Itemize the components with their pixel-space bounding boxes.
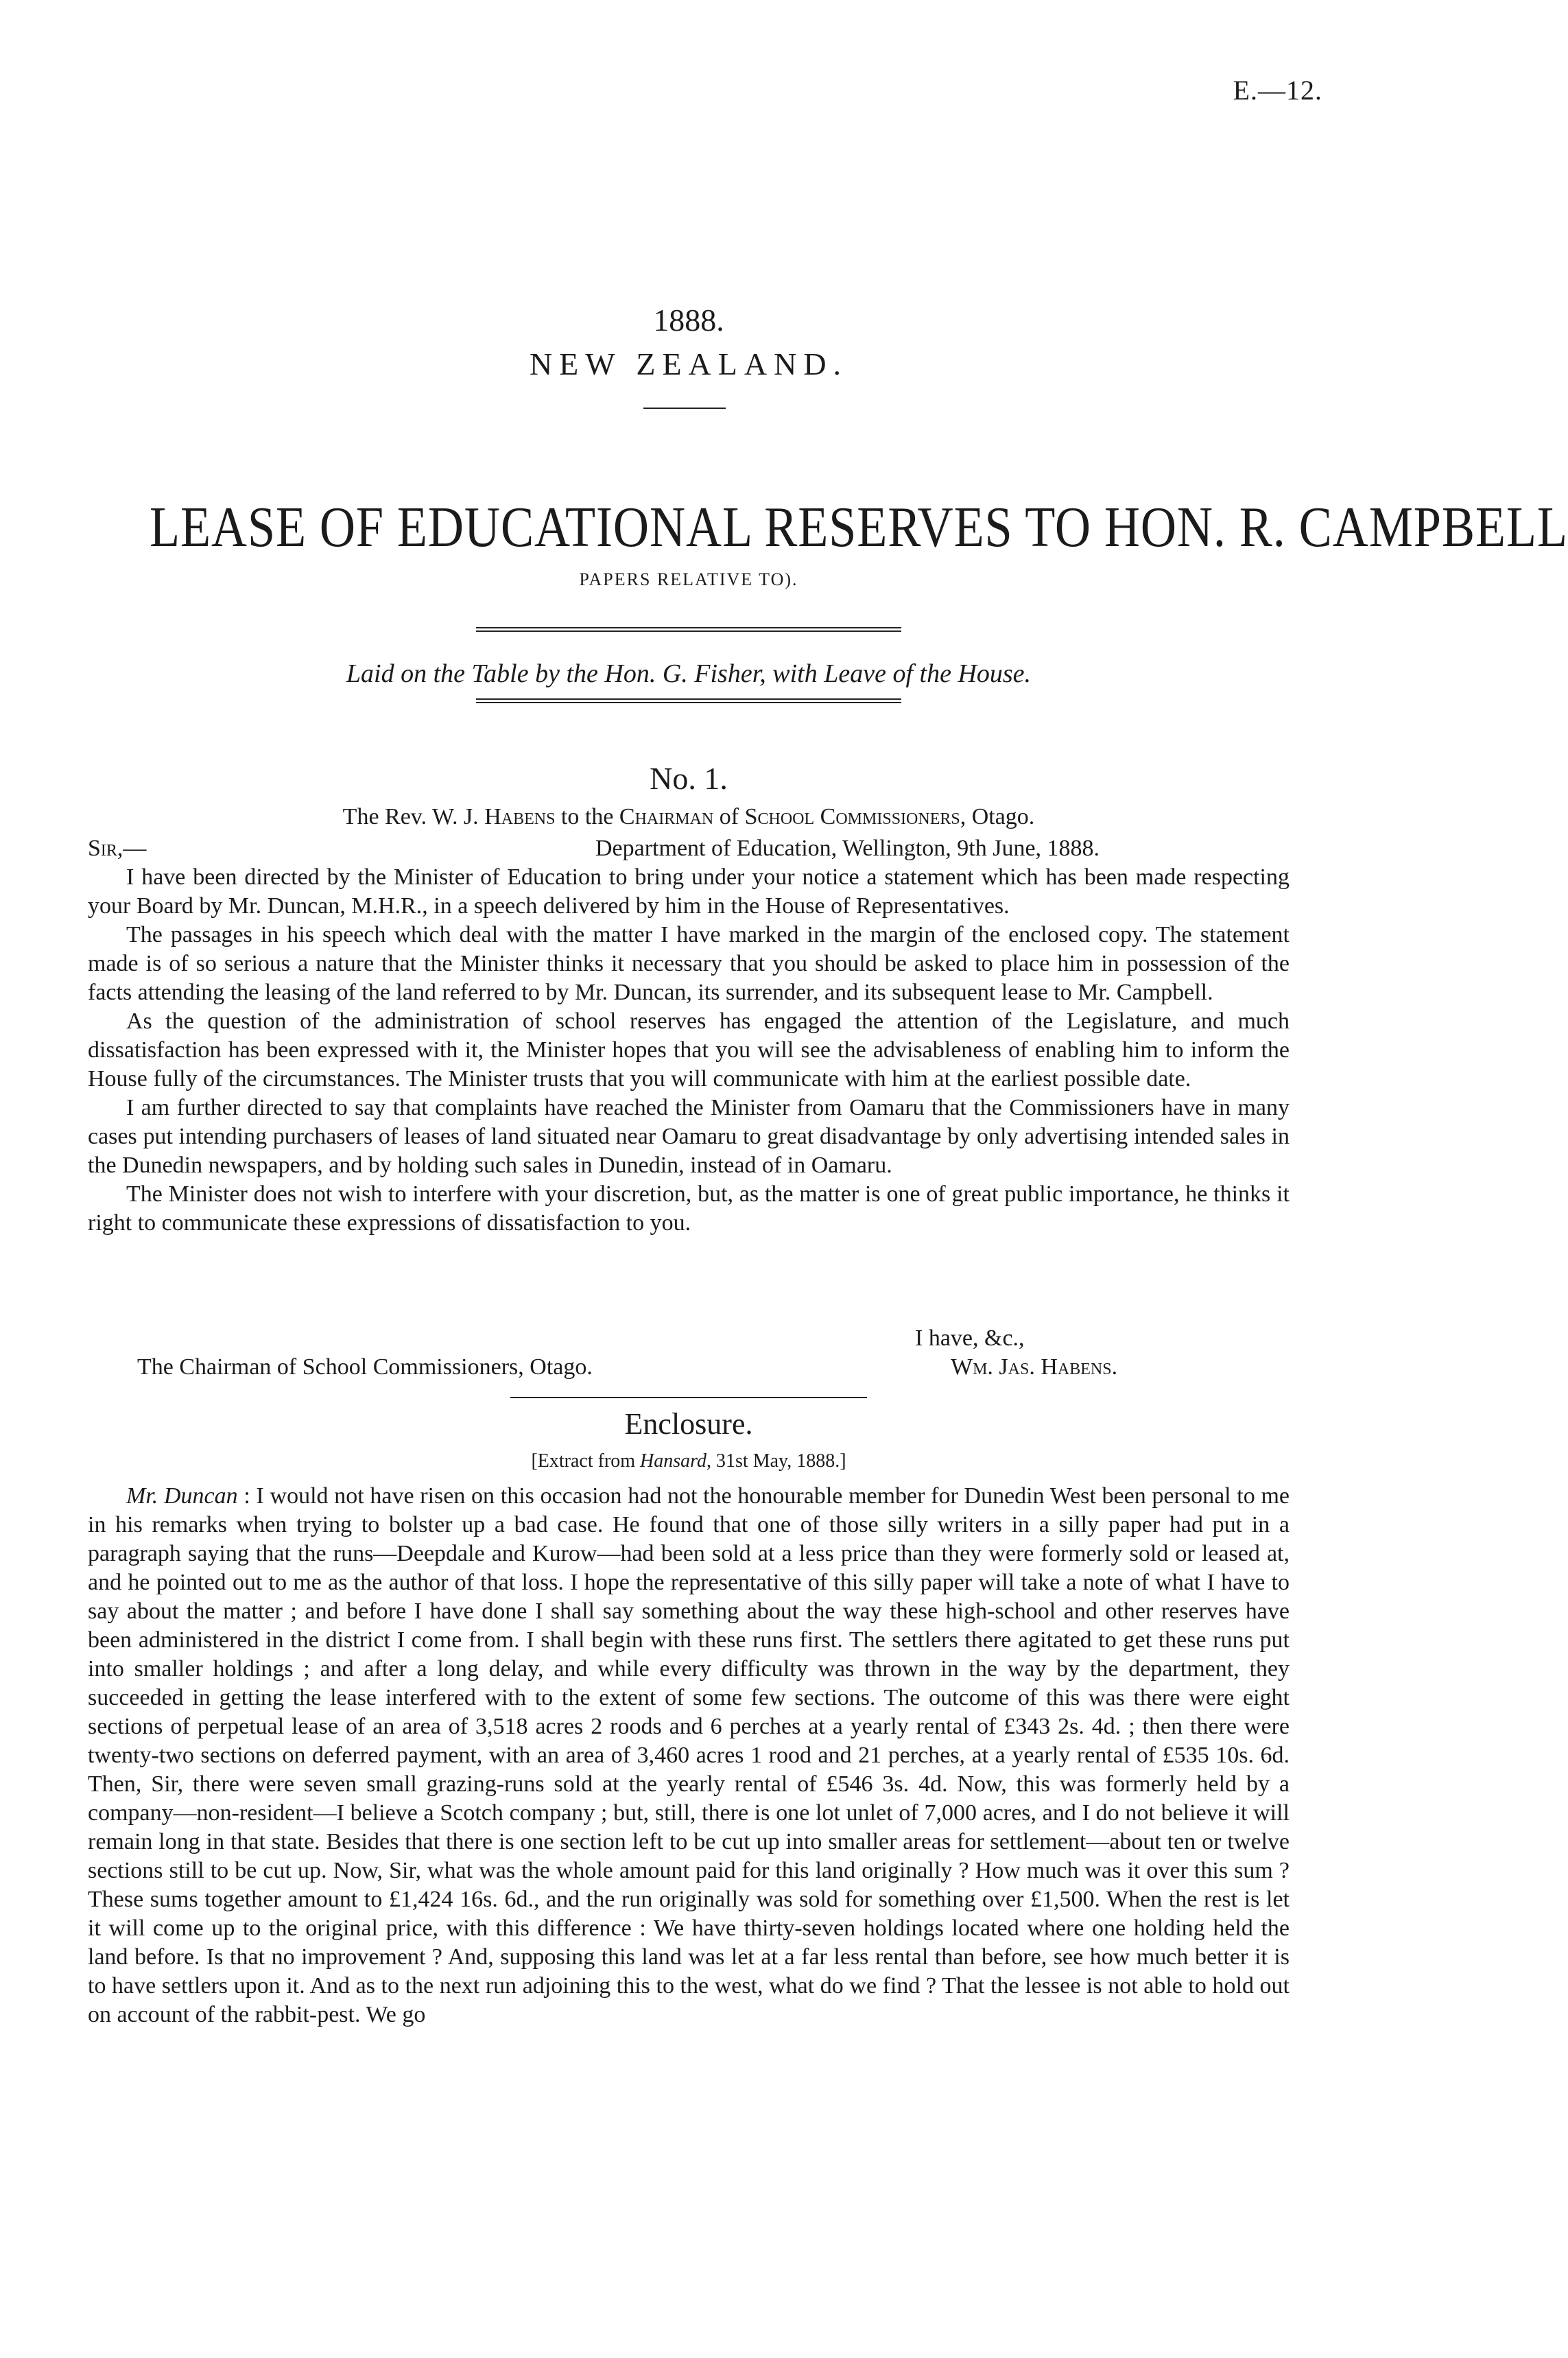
year: 1888. — [653, 303, 724, 338]
extract-source: [Extract from Hansard, 31st May, 1888.] — [531, 1450, 846, 1472]
country-heading: NEW ZEALAND. — [529, 346, 848, 381]
letter-body — [88, 863, 1290, 1238]
divider — [476, 627, 901, 632]
signature: Wm. Jas. Habens. — [951, 1354, 1118, 1380]
divider — [476, 698, 901, 703]
dateline: Department of Education, Wellington, 9th June, 1888. — [595, 836, 1100, 861]
enclosure-body — [88, 1482, 1290, 2029]
document-subtitle: PAPERS RELATIVE TO). — [579, 569, 798, 589]
paper-reference: E.—12. — [1233, 75, 1322, 106]
letter-paragraph: The Minister does not wish to interfere with your discretion, but, as the matter is one of great public importance, he thinks it right to communicate these expressions of dissatisfaction to you. — [88, 1181, 1290, 1236]
letter-paragraph: As the question of the administration of school reserves has engaged the attention of the Legislature, and much dissatisfaction has been expressed with it, the Minister hopes that you will see the advisableness of enabling him to inform the House fully of the circumstances. The Minister trusts that you will communicate with him at the earliest possible date. — [88, 1009, 1290, 1092]
letter-paragraph: The passages in his speech which deal with the matter I have marked in the margin of the enclosed copy. The statement made is of so serious a nature that the Minister thinks it necessary that you should be asked to place him in possession of the facts attending the leasing of the land referred to by Mr. Duncan, its surrender, and its subsequent lease to Mr. Campbell. — [88, 922, 1290, 1005]
divider — [510, 1397, 867, 1398]
letter-number: No. 1. — [650, 761, 728, 796]
enclosure-title: Enclosure. — [624, 1407, 753, 1441]
speaker: Mr. Duncan — [126, 1483, 238, 1509]
closing: I have, &c., — [915, 1325, 1025, 1351]
speech-paragraph: Mr. Duncan : I would not have risen on this occasion had not the honourable member for Dunedin West been personal to me in his remarks when trying to bolster up a bad case. He found that one of those silly writers in a silly paper had put in a paragraph saying that the runs—Deepdale and Kurow—had been sold at a less price than they were formerly sold or leased at, and he pointed out to me as the author of that loss. I hope the representative of this silly paper will take a note of what I have to say about the matter ; and before I have done I shall say something about the way these high-school and other reserves have been administered in the district I come from. I shall begin with these runs first. The settlers there agitated to get these runs put into smaller holdings ; and after a long delay, and while every difficulty was thrown in the way by the department, they succeeded in getting the lease interfered with to the extent of some few sections. The outcome of this was there were eight sections of perpetual lease of an area of 3,518 acres 2 roods and 6 perches at a yearly rental of £343 2s. 4d. ; then there were twenty-two sections on deferred payment, with an area of 3,460 acres 1 rood and 21 perches, at a yearly rental of £535 10s. 6d. Then, Sir, there were seven small grazing-runs sold at the yearly rental of £546 3s. 4d. Now, this was formerly held by a company—non-resident—I believe a Scotch company ; but, still, there is one lot unlet of 7,000 acres, and I do not believe it will remain long in that state. Besides that there is one section left to be cut up into smaller areas for settlement—about ten or twelve sections still to be cut up. Now, Sir, what was the whole amount paid for this land originally ? How much was it over this sum ? These sums together amount to £1,424 16s. 6d., and the run originally was sold for something over £1,500. When the rest is let it will come up to the original price, with this difference : We have thirty-seven holdings located where one holding held the land before. Is that no improvement ? And, supposing this land was let at a far less rental than before, see how much better it is to have settlers upon it. And as to the next run adjoining this to the west, what do we find ? That the lessee is not able to hold out on account of the rabbit-pest. We go — [88, 1483, 1290, 2027]
letter-paragraph: I have been directed by the Minister of Education to bring under your notice a statement which has been made respecting your Board by Mr. Duncan, M.H.R., in a speech delivered by him in the House of Representatives. — [88, 864, 1290, 919]
divider — [643, 408, 726, 409]
addressee: The Chairman of School Commissioners, Otago. — [137, 1354, 593, 1380]
laid-on-table-note: Laid on the Table by the Hon. G. Fisher, with Leave of the House. — [346, 659, 1032, 688]
letter-heading: The Rev. W. J. Habens to the Chairman of School Commissioners, Otago. — [342, 804, 1035, 829]
letter-paragraph: I am further directed to say that complaints have reached the Minister from Oamaru that the Commissioners have in many cases put intending purchasers of leases of land situated near Oamaru to great disadvantage by only advertising intended sales in the Dunedin newspapers, and by holding such sales in Dunedin, instead of in Oamaru. — [88, 1095, 1290, 1178]
document-title: LEASE OF EDUCATIONAL RESERVES TO HON. R. CAMPBELL — [149, 495, 1568, 559]
salutation: Sir,— — [88, 836, 147, 861]
